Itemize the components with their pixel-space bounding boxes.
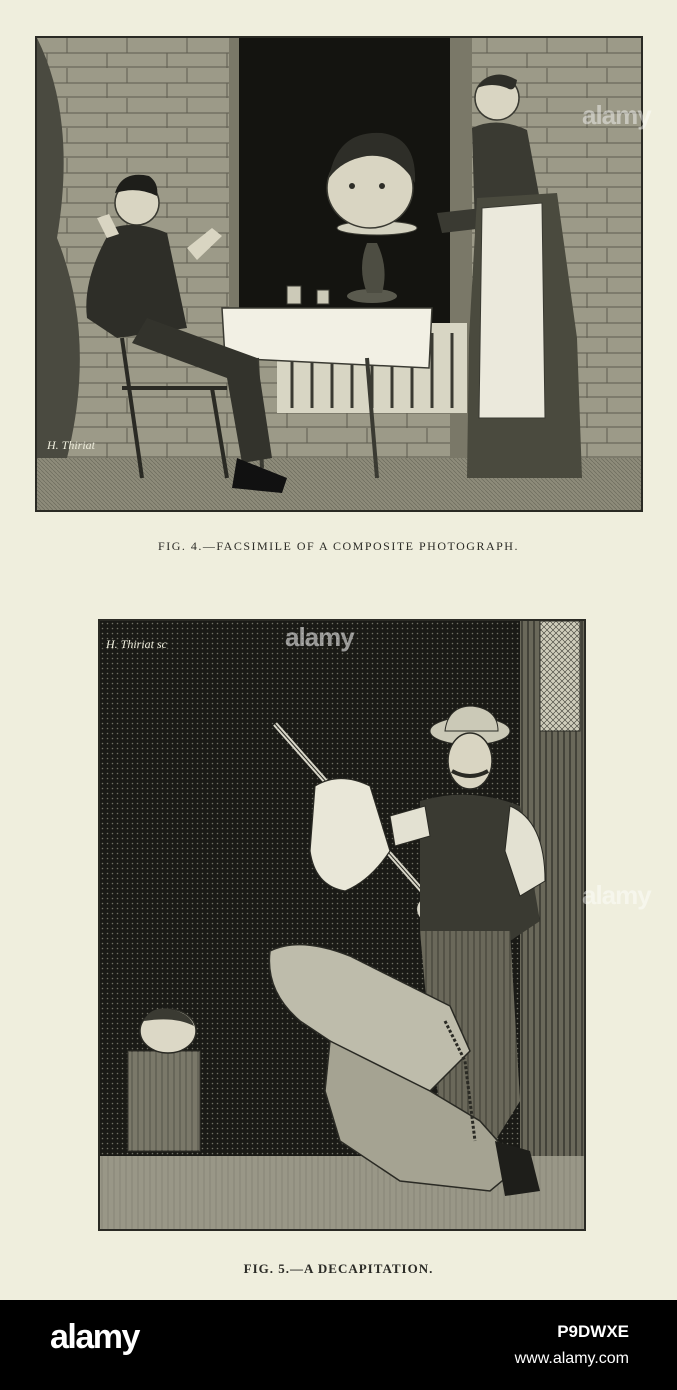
figure-5-illustration xyxy=(98,619,586,1231)
figure-4-illustration xyxy=(35,36,643,512)
footer-image-id: P9DWXE xyxy=(557,1322,629,1341)
figure-4-caption: FIG. 4.—FACSIMILE OF A COMPOSITE PHOTOGRAPH. xyxy=(158,539,519,553)
artist-signature-fig5: H. Thiriat sc xyxy=(106,637,168,651)
artist-signature-fig4: H. Thiriat xyxy=(47,438,96,452)
figure-5-caption: FIG. 5.—A DECAPITATION. xyxy=(243,1261,434,1276)
watermark-main: alamy xyxy=(285,622,354,652)
watermark-side-bottom: alamy xyxy=(582,880,651,910)
footer-brand: alamy xyxy=(50,1318,139,1356)
footer-site[interactable]: www.alamy.com xyxy=(514,1350,629,1367)
watermark-side-top: alamy xyxy=(582,100,651,130)
